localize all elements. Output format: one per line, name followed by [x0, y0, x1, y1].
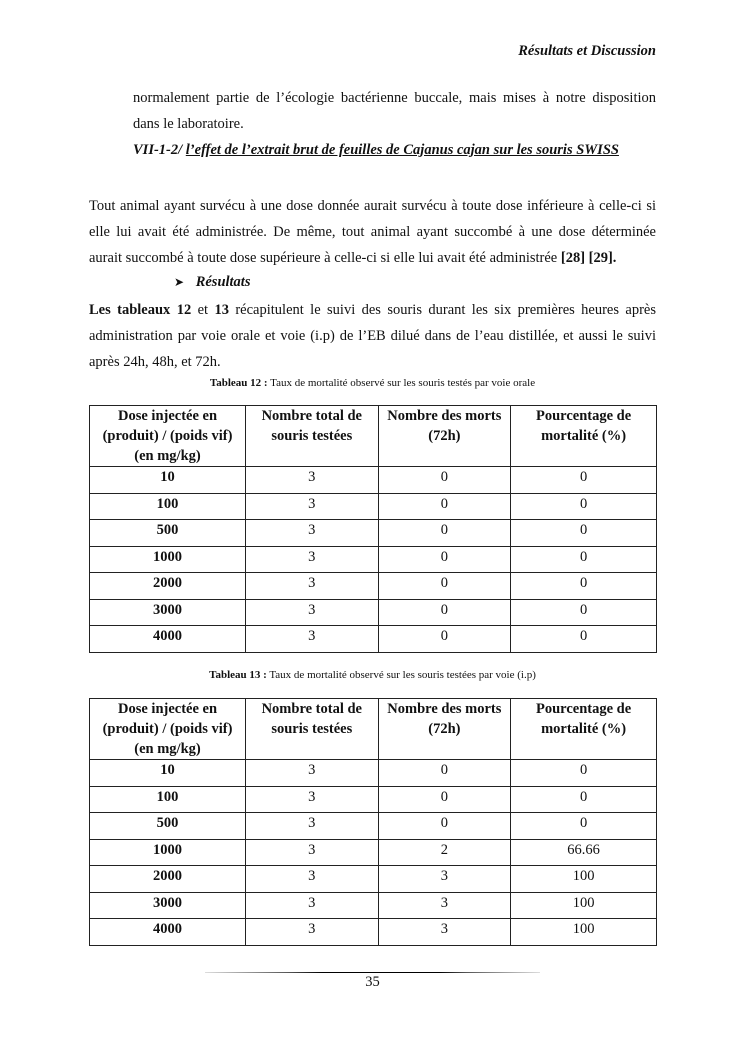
- dose-cell: 10: [90, 467, 246, 494]
- total-mice-cell: 3: [246, 546, 379, 573]
- column-header: [378, 699, 511, 760]
- column-header: [246, 406, 379, 467]
- table-13: [89, 698, 657, 946]
- header-line: Nombre total de: [261, 701, 362, 717]
- total-mice-cell: 3: [246, 892, 379, 919]
- table13-caption: [0, 669, 745, 681]
- table13-caption-text: Taux de mortalité observé sur les souris testées par voie (i.p): [266, 669, 536, 681]
- header-line: souris testées: [271, 428, 353, 444]
- text-connector: et: [191, 302, 215, 318]
- deaths-cell: 0: [378, 467, 511, 494]
- column-header: [90, 406, 246, 467]
- header-line: (en mg/kg): [134, 448, 201, 464]
- table-row: [90, 573, 657, 600]
- table13-caption-label: Tableau 13 :: [209, 669, 267, 681]
- deaths-cell: 0: [378, 599, 511, 626]
- intro-line-2: dans le laboratoire.: [133, 116, 244, 132]
- deaths-cell: 0: [378, 786, 511, 813]
- header-line: Nombre total de: [261, 408, 362, 424]
- deaths-cell: 3: [378, 892, 511, 919]
- results-label: Résultats: [195, 274, 251, 290]
- table12-caption-text: Taux de mortalité observé sur les souris testés par voie orale: [267, 377, 536, 389]
- dose-cell: 3000: [90, 599, 246, 626]
- paragraph3-line-1: [89, 297, 656, 323]
- references: [28] [29].: [560, 250, 617, 266]
- deaths-cell: 0: [378, 493, 511, 520]
- total-mice-cell: 3: [246, 520, 379, 547]
- results-bullet: [174, 274, 250, 291]
- header-line: mortalité (%): [541, 428, 627, 444]
- table-row: [90, 546, 657, 573]
- table-row: [90, 866, 657, 893]
- dose-cell: 1000: [90, 839, 246, 866]
- dose-cell: 4000: [90, 919, 246, 946]
- header-line: souris testées: [271, 721, 353, 737]
- deaths-cell: 0: [378, 813, 511, 840]
- dose-cell: 10: [90, 760, 246, 787]
- mortality-cell: 0: [511, 546, 657, 573]
- table-row: [90, 786, 657, 813]
- page-number: 35: [365, 974, 380, 990]
- mortality-cell: 100: [511, 866, 657, 893]
- table-row: [90, 813, 657, 840]
- table-row: [90, 493, 657, 520]
- total-mice-cell: 3: [246, 626, 379, 653]
- bold-ref-table13: 13: [214, 302, 229, 318]
- total-mice-cell: 3: [246, 813, 379, 840]
- paragraph2-line-2: elle lui avait été administrée. De même, tout animal ayant succombé à une dose déterminée: [89, 224, 656, 240]
- mortality-cell: 0: [511, 786, 657, 813]
- column-header: [378, 406, 511, 467]
- deaths-cell: 3: [378, 919, 511, 946]
- dose-cell: 100: [90, 786, 246, 813]
- total-mice-cell: 3: [246, 573, 379, 600]
- header-line: (72h): [428, 428, 461, 444]
- table-row: [90, 520, 657, 547]
- paragraph2-line-1: Tout animal ayant survécu à une dose donnée aurait survécu à toute dose inférieure à celle-ci si: [89, 198, 656, 214]
- dose-cell: 4000: [90, 626, 246, 653]
- dose-cell: 500: [90, 520, 246, 547]
- header-line: Nombre des morts: [387, 408, 502, 424]
- table12-caption: [0, 377, 745, 389]
- mortality-cell: 66.66: [511, 839, 657, 866]
- table-row: [90, 467, 657, 494]
- total-mice-cell: 3: [246, 866, 379, 893]
- total-mice-cell: 3: [246, 839, 379, 866]
- dose-cell: 1000: [90, 546, 246, 573]
- arrow-bullet-icon: ➤: [174, 275, 185, 289]
- deaths-cell: 3: [378, 866, 511, 893]
- deaths-cell: 0: [378, 520, 511, 547]
- mortality-cell: 100: [511, 892, 657, 919]
- header-line: Pourcentage de: [535, 408, 632, 424]
- table-row: [90, 626, 657, 653]
- mortality-cell: 0: [511, 493, 657, 520]
- header-line: mortalité (%): [541, 721, 627, 737]
- table-12: [89, 405, 657, 653]
- mortality-cell: 0: [511, 599, 657, 626]
- paragraph3-line-2: administration par voie orale et voie (i.p) de l’EB dilué dans de l’eau distillée, et aussi le suivi: [89, 328, 656, 344]
- paragraph3-line-3: après 24h, 48h, et 72h.: [89, 354, 221, 370]
- section-number: VII-1-2/: [133, 142, 183, 158]
- mortality-cell: 0: [511, 520, 657, 547]
- footer-divider: [205, 972, 540, 973]
- total-mice-cell: 3: [246, 919, 379, 946]
- header-row: [90, 699, 657, 760]
- table-row: [90, 760, 657, 787]
- header-line: Pourcentage de: [535, 701, 632, 717]
- paragraph2-text: aurait succombé à toute dose supérieure à celle-ci si elle lui avait été administrée: [89, 250, 558, 266]
- header-line: Dose injectée en: [117, 408, 218, 424]
- table-row: [90, 892, 657, 919]
- mortality-cell: 0: [511, 626, 657, 653]
- mortality-cell: 0: [511, 813, 657, 840]
- deaths-cell: 0: [378, 626, 511, 653]
- header-line: (en mg/kg): [134, 741, 201, 757]
- running-header: Résultats et Discussion: [518, 43, 656, 59]
- total-mice-cell: 3: [246, 467, 379, 494]
- dose-cell: 100: [90, 493, 246, 520]
- section-title: l’effet de l’extrait brut de feuilles de Cajanus cajan sur les souris SWISS: [185, 142, 619, 158]
- total-mice-cell: 3: [246, 599, 379, 626]
- dose-cell: 2000: [90, 573, 246, 600]
- mortality-cell: 100: [511, 919, 657, 946]
- total-mice-cell: 3: [246, 493, 379, 520]
- header-line: (produit) / (poids vif): [102, 721, 233, 737]
- deaths-cell: 0: [378, 760, 511, 787]
- bold-ref-table12: Les tableaux 12: [89, 302, 192, 318]
- header-line: Nombre des morts: [387, 701, 502, 717]
- header-line: (produit) / (poids vif): [102, 428, 233, 444]
- mortality-cell: 0: [511, 573, 657, 600]
- section-heading: [133, 142, 619, 159]
- deaths-cell: 0: [378, 546, 511, 573]
- header-line: Dose injectée en: [117, 701, 218, 717]
- dose-cell: 2000: [90, 866, 246, 893]
- intro-line-1: normalement partie de l’écologie bactérienne buccale, mais mises à notre disposition: [133, 90, 656, 106]
- column-header: [511, 406, 657, 467]
- deaths-cell: 0: [378, 573, 511, 600]
- column-header: [511, 699, 657, 760]
- header-row: [90, 406, 657, 467]
- mortality-cell: 0: [511, 467, 657, 494]
- total-mice-cell: 3: [246, 760, 379, 787]
- paragraph3-rest: récapitulent le suivi des souris durant les six premières heures après: [228, 302, 656, 318]
- dose-cell: 500: [90, 813, 246, 840]
- table12-caption-label: Tableau 12 :: [209, 377, 268, 389]
- deaths-cell: 2: [378, 839, 511, 866]
- mortality-cell: 0: [511, 760, 657, 787]
- table-row: [90, 839, 657, 866]
- header-line: (72h): [428, 721, 461, 737]
- table-row: [90, 599, 657, 626]
- paragraph2-line-3: [89, 245, 656, 271]
- column-header: [246, 699, 379, 760]
- table-row: [90, 919, 657, 946]
- total-mice-cell: 3: [246, 786, 379, 813]
- dose-cell: 3000: [90, 892, 246, 919]
- column-header: [90, 699, 246, 760]
